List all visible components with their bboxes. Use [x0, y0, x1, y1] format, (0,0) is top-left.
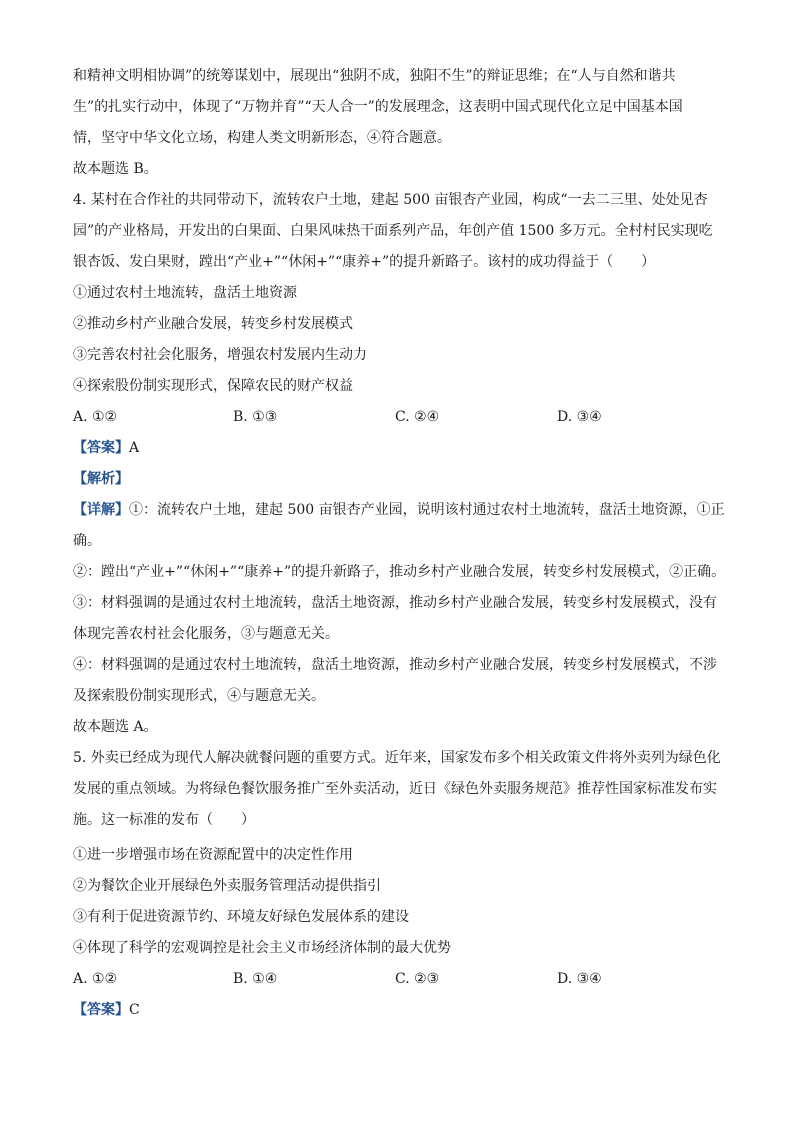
- q4-stem-line: 银杏饭、发白果财，蹚出“产业+”“休闲+”“康养+”的提升新路子。该村的成功得益于（ ）: [73, 254, 656, 270]
- detail-tag: 【详解】: [73, 502, 129, 518]
- q4-stem-line: 园”的产业格局，开发出的白果面、白果风味热干面系列产品，年创产值 1500 多万元。全村村民实现吃: [73, 223, 713, 239]
- q5-option-a: A. ①②: [73, 971, 118, 987]
- detail-text: ①：流转农户土地，建起 500 亩银杏产业园，说明该村通过农村土地流转，盘活土地资源，①正: [129, 502, 725, 518]
- q4-detail-line: 确。: [73, 533, 101, 549]
- q4-item-4: ④探索股份制实现形式，保障农民的财产权益: [73, 378, 353, 394]
- q5-item-2: ②为餐饮企业开展绿色外卖服务管理活动提供指引: [73, 878, 381, 894]
- q5-stem-line: 施。这一标准的发布（ ）: [73, 812, 255, 828]
- q5-item-4: ④体现了科学的宏观调控是社会主义市场经济体制的最大优势: [73, 940, 451, 956]
- q4-detail-line: ③：材料强调的是通过农村土地流转，盘活土地资源，推动乡村产业融合发展，转变乡村发展模式，没有: [73, 595, 717, 611]
- q4-option-a: A. ①②: [73, 409, 118, 425]
- intro-conclusion: 故本题选 B。: [73, 161, 158, 177]
- q5-answer: [73, 1000, 140, 1020]
- q4-answer: [73, 438, 139, 458]
- q4-item-2: ②推动乡村产业融合发展，转变乡村发展模式: [73, 316, 353, 332]
- q5-stem-line: 发展的重点领域。为将绿色餐饮服务推广至外卖活动，近日《绿色外卖服务规范》推荐性国家标准发布实: [73, 781, 717, 797]
- answer-value: A: [129, 440, 140, 456]
- q4-item-1: ①通过农村土地流转，盘活土地资源: [73, 285, 297, 301]
- q4-option-d: D. ③④: [557, 409, 602, 425]
- q5-option-c: C. ②③: [395, 971, 440, 987]
- q4-detail-line: ②：蹚出“产业+”“休闲+”“康养+”的提升新路子，推动乡村产业融合发展，转变乡村发展模式，②正确。: [73, 564, 726, 580]
- answer-value: C: [129, 1002, 140, 1018]
- q5-option-b: B. ①④: [233, 971, 278, 987]
- q4-detail-line: 体现完善农村社会化服务，③与题意无关。: [73, 626, 339, 642]
- answer-tag: 【答案】: [73, 1002, 129, 1018]
- q4-detail-line: 及探索股份制实现形式，④与题意无关。: [73, 688, 325, 704]
- q5-stem-line: 5. 外卖已经成为现代人解决就餐问题的重要方式。近年来，国家发布多个相关政策文件将外卖列为绿色化: [73, 750, 721, 766]
- intro-line: 情，坚守中华文化立场，构建人类文明新形态，④符合题意。: [73, 130, 451, 146]
- q4-stem-line: 4. 某村在合作社的共同带动下，流转农户土地，建起 500 亩银杏产业园，构成“一去二三里、处处见杏: [73, 192, 708, 208]
- q4-option-b: B. ①③: [233, 409, 278, 425]
- q4-conclusion: 故本题选 A。: [73, 719, 158, 735]
- q5-item-3: ③有利于促进资源节约、环境友好绿色发展体系的建设: [73, 909, 409, 925]
- analysis-tag: 【解析】: [73, 471, 129, 487]
- q4-analysis-heading: [73, 469, 129, 489]
- q4-detail-line: ④：材料强调的是通过农村土地流转，盘活土地资源，推动乡村产业融合发展，转变乡村发展模式，不涉: [73, 657, 717, 673]
- q5-option-d: D. ③④: [557, 971, 602, 987]
- q4-option-c: C. ②④: [395, 409, 440, 425]
- q4-detail-line: [73, 500, 725, 520]
- answer-tag: 【答案】: [73, 440, 129, 456]
- intro-line: 生”的扎实行动中，体现了“万物并育”“天人合一”的发展理念，这表明中国式现代化立足中国基本国: [73, 99, 683, 115]
- q4-item-3: ③完善农村社会化服务，增强农村发展内生动力: [73, 347, 367, 363]
- q5-item-1: ①进一步增强市场在资源配置中的决定性作用: [73, 847, 353, 863]
- intro-line: 和精神文明相协调”的统筹谋划中，展现出“独阴不成，独阳不生”的辩证思维；在“人与自然和谐共: [73, 68, 676, 84]
